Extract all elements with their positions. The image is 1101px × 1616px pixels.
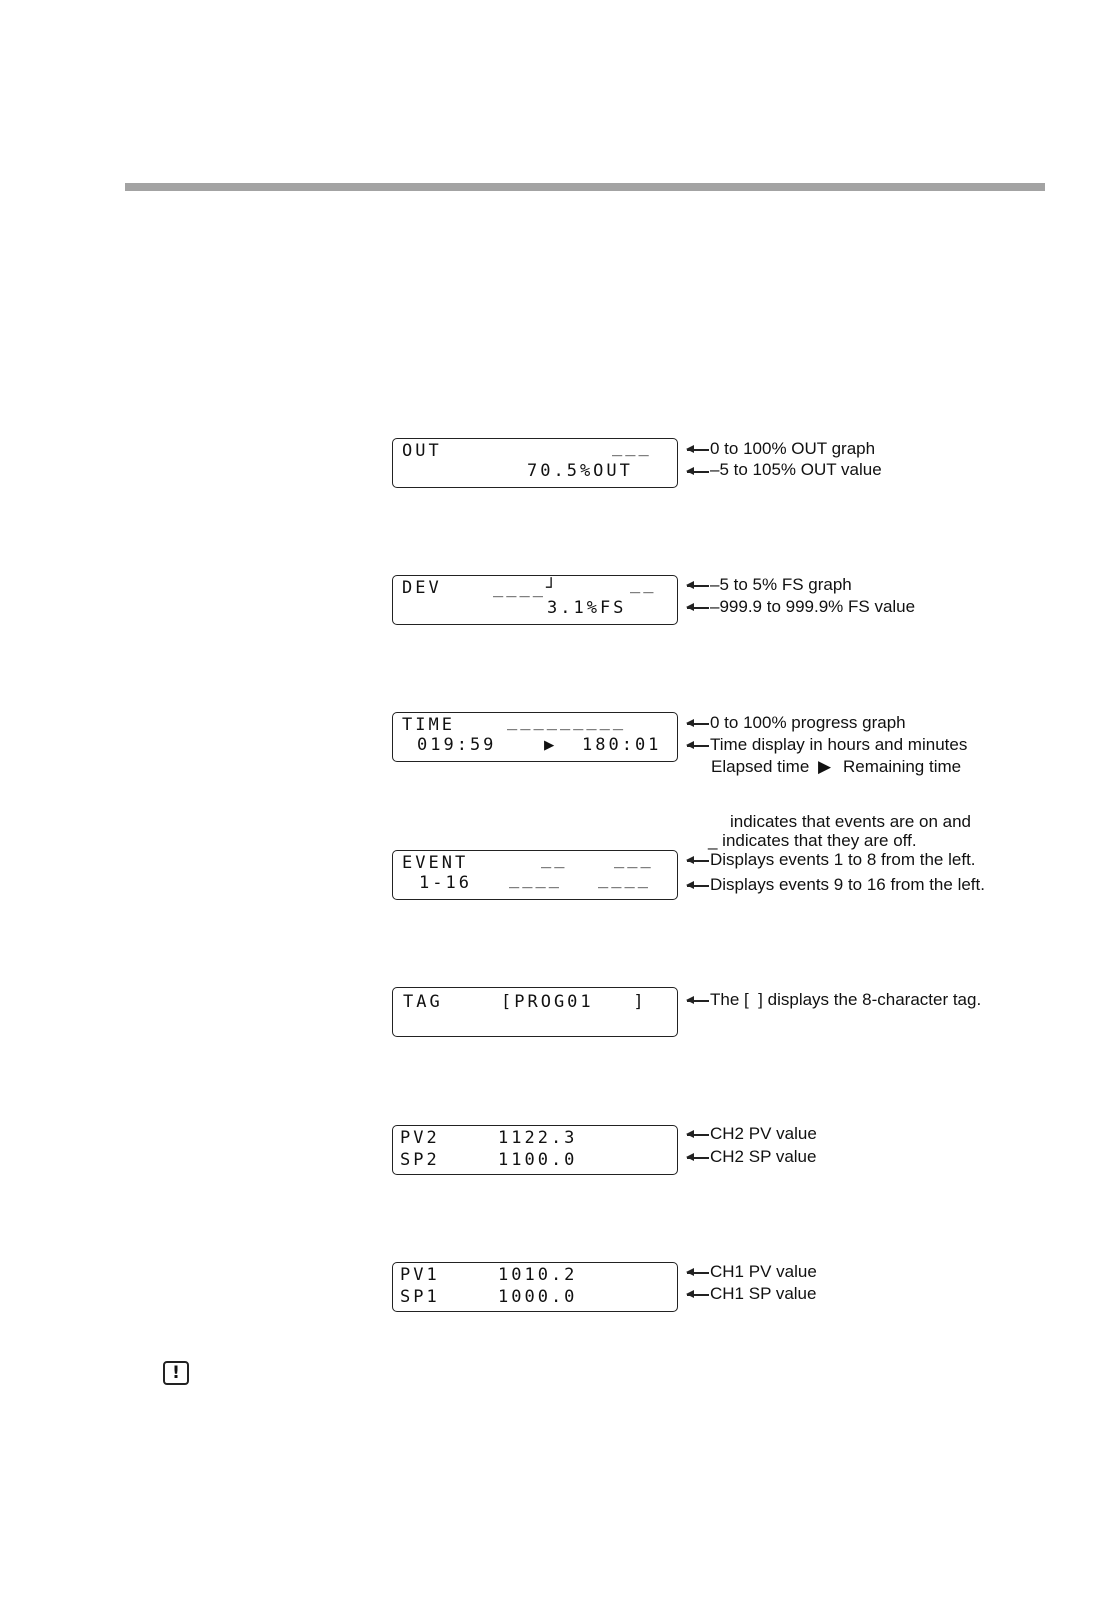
time-label-graph: 0 to 100% progress graph xyxy=(710,713,906,732)
event-9-16-left: ____ xyxy=(509,869,562,889)
event-note-on: indicates that events are on and xyxy=(730,812,971,831)
arrow-icon xyxy=(687,723,709,725)
sp2-title: SP2 xyxy=(400,1150,440,1170)
warning-icon: ! xyxy=(163,1361,189,1385)
arrow-icon xyxy=(687,607,709,609)
ch1-sp-label: CH1 SP value xyxy=(710,1284,817,1303)
arrow-icon xyxy=(687,745,709,747)
out-graph: ___ xyxy=(612,437,652,457)
event-note-off: _ indicates that they are off. xyxy=(708,831,917,850)
event-1-8-on: __ xyxy=(541,849,568,869)
event-1-8-on-right: ___ xyxy=(614,849,654,869)
out-value: 70.5%OUT xyxy=(527,461,633,481)
dev-graph: ____┘ xyxy=(493,578,560,598)
ch2-pv-label: CH2 PV value xyxy=(710,1124,817,1143)
dev-display xyxy=(392,575,678,625)
time-progress-graph: _________ xyxy=(507,711,627,731)
event-9-16-right: ____ xyxy=(598,869,651,889)
out-display xyxy=(392,438,678,488)
time-label-elapsed: Elapsed time xyxy=(711,757,810,776)
dev-label-value: –999.9 to 999.9% FS value xyxy=(710,597,916,616)
time-label-remaining: Remaining time xyxy=(843,757,962,776)
tag-title: TAG xyxy=(403,992,443,1012)
event-display xyxy=(392,850,678,900)
out-label-value: –5 to 105% OUT value xyxy=(710,460,882,479)
arrow-icon xyxy=(687,585,709,587)
header-rule xyxy=(125,183,1045,191)
arrow-icon xyxy=(687,1157,709,1159)
event-title: EVENT xyxy=(402,853,469,873)
play-arrow-icon: ▶ xyxy=(818,757,832,777)
out-title: OUT xyxy=(402,441,442,461)
arrow-icon xyxy=(687,1134,709,1136)
dev-graph-right: __ xyxy=(630,574,657,594)
arrow-icon xyxy=(687,1000,709,1002)
dev-title: DEV xyxy=(402,578,442,598)
sp1-title: SP1 xyxy=(400,1287,440,1307)
event-label-1-8: Displays events 1 to 8 from the left. xyxy=(710,850,976,869)
time-label-display: Time display in hours and minutes xyxy=(710,735,968,754)
arrow-icon xyxy=(687,1294,709,1296)
time-display xyxy=(392,712,678,762)
event-label-9-16: Displays events 9 to 16 from the left. xyxy=(710,875,985,894)
arrow-icon xyxy=(687,471,709,473)
tag-display xyxy=(392,987,678,1037)
out-label-graph: 0 to 100% OUT graph xyxy=(710,439,876,458)
pv1-title: PV1 xyxy=(400,1265,440,1285)
arrow-icon xyxy=(687,449,709,451)
tag-value: [PROG01 ] xyxy=(501,992,647,1012)
ch1-pv-label: CH1 PV value xyxy=(710,1262,817,1281)
sp1-value: 1000.0 xyxy=(498,1287,578,1307)
dev-value: 3.1%FS xyxy=(547,598,627,618)
play-arrow-icon: ▶ xyxy=(544,735,558,755)
time-remaining: 180:01 xyxy=(582,735,662,755)
pv1-value: 1010.2 xyxy=(498,1265,578,1285)
arrow-icon xyxy=(687,1272,709,1274)
sp2-value: 1100.0 xyxy=(498,1150,578,1170)
tag-label: The [ ] displays the 8-character tag. xyxy=(710,990,982,1009)
dev-label-graph: –5 to 5% FS graph xyxy=(710,575,852,594)
pv2-value: 1122.3 xyxy=(498,1128,578,1148)
ch1-display xyxy=(392,1262,678,1312)
ch2-sp-label: CH2 SP value xyxy=(710,1147,817,1166)
time-elapsed: 019:59 xyxy=(417,735,497,755)
ch2-display xyxy=(392,1125,678,1175)
pv2-title: PV2 xyxy=(400,1128,440,1148)
event-range: 1-16 xyxy=(419,873,472,893)
arrow-icon xyxy=(687,885,709,887)
time-title: TIME xyxy=(402,715,455,735)
arrow-icon xyxy=(687,860,709,862)
